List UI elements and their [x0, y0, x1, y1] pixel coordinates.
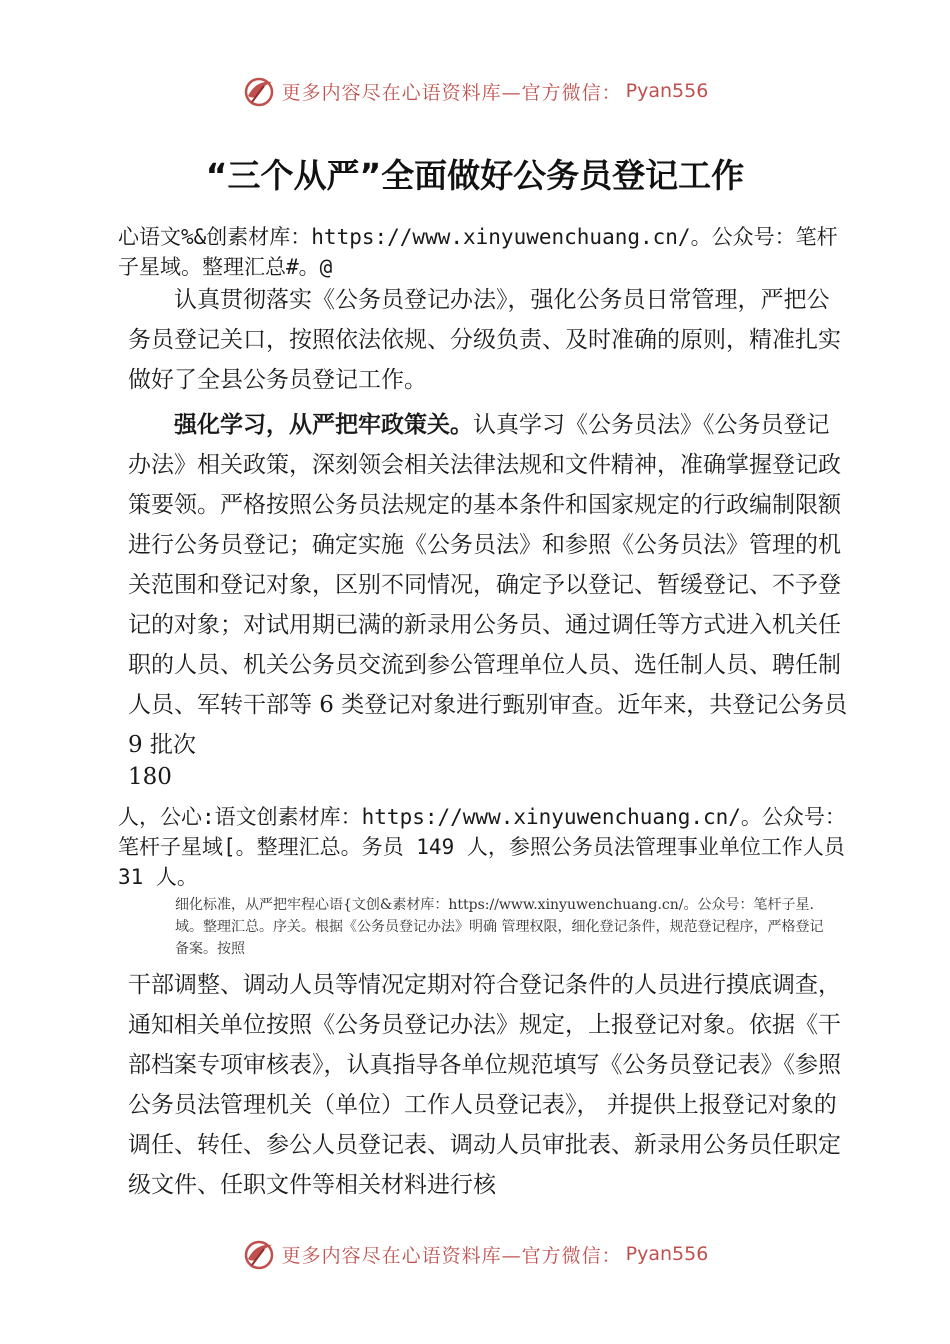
number-line: 180	[128, 764, 172, 790]
banner-contact: Pyan556	[625, 1243, 709, 1265]
brand-logo-icon	[242, 1237, 276, 1271]
brand-logo-icon	[242, 74, 276, 108]
section1-paragraph	[128, 405, 848, 765]
banner-contact: Pyan556	[625, 80, 709, 102]
source-line: 心语文%&创素材库：https://www.xinyuwenchuang.cn/。公众号：笔杆子星域。整理汇总#。@	[118, 225, 838, 279]
mono-continuation: 人，公心:语文创素材库：https://www.xinyuwenchuang.cn/。公众号：笔杆子星域[。整理汇总。务员 149 人，参照公务员法管理事业单位工作人员 31 人。	[118, 805, 846, 889]
intro-paragraph: 认真贯彻落实《公务员登记办法》，强化公务员日常管理，严把公务员登记关口，按照依法依规、分级负责、及时准确的原则，精准扎实做好了全县公务员登记工作。	[128, 287, 841, 393]
section1-body: 认真学习《公务员法》《公务员登记办法》相关政策，深刻领会相关法律法规和文件精神，准确掌握登记政策要领。严格按照公务员法规定的基本条件和国家规定的行政编制限额进行公务员登记；确定实施《公务员法》和参照《公务员法》管理的机关范围和登记对象，区别不同情况，确定予以登记、暂缓登记、不予登记的对象；对试用期已满的新录用公务员、通过调任等方式进入机关任职的人员、机关公务员交流到参公管理单位人员、选任制人员、聘任制人员、军转干部等 6 类登记对象进行甄别审查。近年来，共登记公务员 9 批次	[128, 412, 848, 758]
header-banner	[0, 74, 950, 108]
section1-heading: 强化学习，从严把牢政策关。	[174, 412, 473, 438]
document-title: “三个从严”全面做好公务员登记工作	[205, 156, 745, 195]
banner-text: 更多内容尽在心语资料库—官方微信：	[281, 1244, 622, 1267]
small-note: 细化标准，从严把牢程心语{文创&素材库：https://www.xinyuwenchuang.cn/。公众号：笔杆子星.域。整理汇总。序关。根据《公务员登记办法》明确 管理权限，细化登记条件，规范登记程序，严格登记备案。按照	[175, 897, 824, 957]
footer-banner	[0, 1237, 950, 1271]
section2-paragraph: 干部调整、调动人员等情况定期对符合登记条件的人员进行摸底调查，通知相关单位按照《公务员登记办法》规定，上报登记对象。依据《干部档案专项审核表》，认真指导各单位规范填写《公务员登记表》《参照公务员法管理机关（单位）工作人员登记表》， 并提供上报登记对象的调任、转任、参公人员登记表、调动人员审批表、新录用公务员任职定级文件、任职文件等相关材料进行核	[128, 972, 841, 1198]
banner-text: 更多内容尽在心语资料库—官方微信：	[281, 81, 622, 104]
